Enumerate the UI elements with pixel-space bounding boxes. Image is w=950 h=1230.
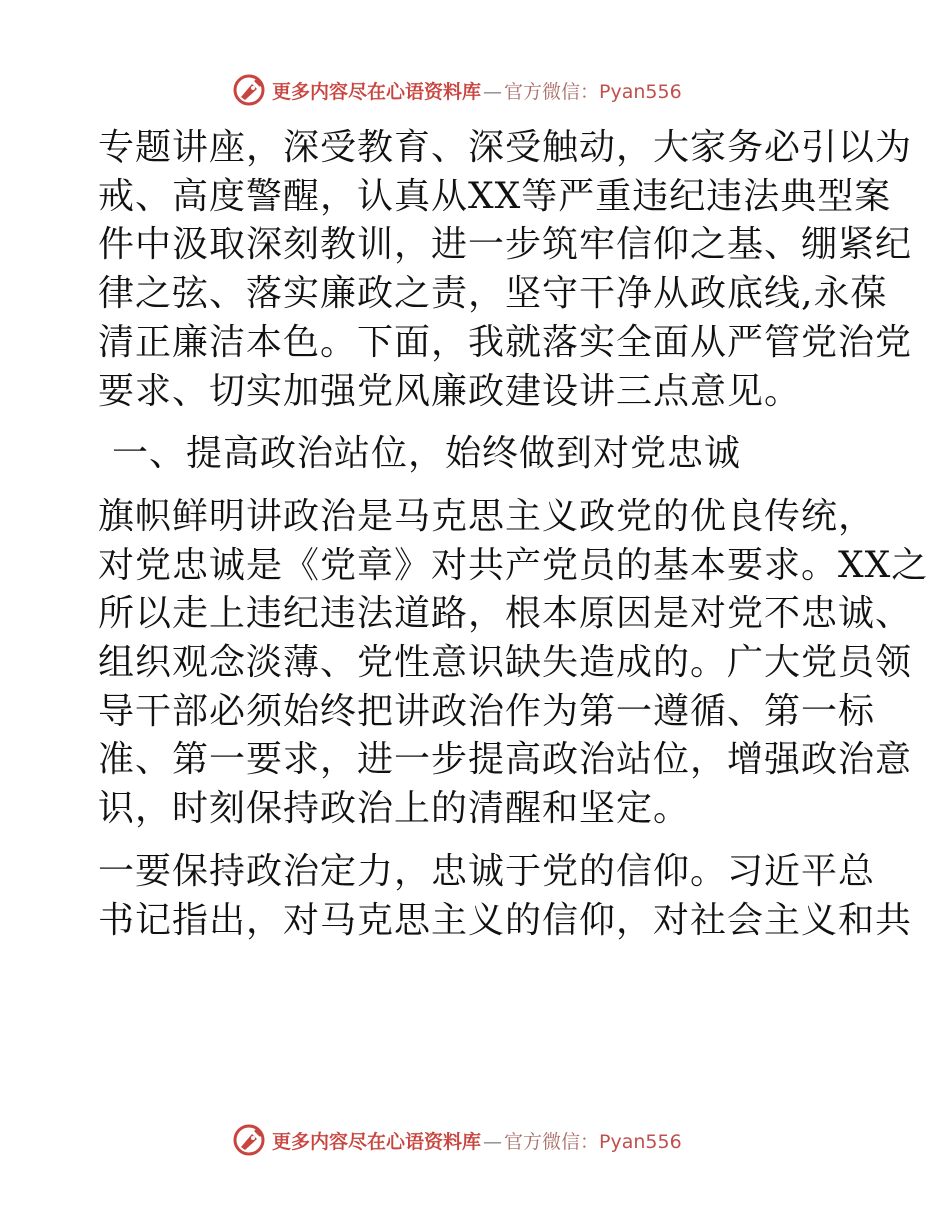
header-brand: 更多内容尽在心语资料库 <box>272 80 482 103</box>
pen-nib-logo-icon <box>232 73 266 107</box>
footer-wechat-label: 官方微信： <box>504 1130 600 1153</box>
text-line: 清正廉洁本色。下面，我就落实全面从严管党治党 <box>98 321 913 363</box>
footer-wechat-id: Pyan556 <box>599 1130 682 1153</box>
text-line: 导干部必须始终把讲政治作为第一遵循、第一标 <box>98 690 876 732</box>
paragraph-point-one <box>98 848 913 945</box>
footer-banner-text <box>272 1127 682 1154</box>
paragraph-intro <box>98 124 913 416</box>
text-line: 旗帜鲜明讲政治是马克思主义政党的优良传统， <box>98 495 876 537</box>
footer-banner <box>232 1122 682 1158</box>
header-banner <box>232 72 682 108</box>
document-body <box>98 124 929 945</box>
text-line: 对党忠诚是《党章》对共产党员的基本要求。XX之 <box>98 544 929 586</box>
footer-dash: — <box>483 1130 503 1153</box>
header-wechat-id: Pyan556 <box>599 80 682 103</box>
text-line: 一要保持政治定力，忠诚于党的信仰。习近平总 <box>98 850 876 892</box>
text-line: 所以走上违纪违法道路，根本原因是对党不忠诚、 <box>98 593 913 635</box>
paragraph-gap <box>98 479 858 493</box>
header-banner-text <box>272 77 682 104</box>
text-line: 件中汲取深刻教训，进一步筑牢信仰之基、绷紧纪 <box>98 224 913 266</box>
section-heading: 一、提高政治站位，始终做到对党忠诚 <box>112 433 742 475</box>
text-line: 专题讲座，深受教育、深受触动，大家务必引以为 <box>98 127 913 168</box>
text-line: 识，时刻保持政治上的清醒和坚定。 <box>98 788 691 830</box>
text-line: 要求、切实加强党风廉政建设讲三点意见。 <box>98 370 802 412</box>
text-line: 组织观念淡薄、党性意识缺失造成的。广大党员领 <box>98 642 913 684</box>
text-line: 书记指出，对马克思主义的信仰，对社会主义和共 <box>98 899 913 941</box>
text-line: 律之弦、落实廉政之责，坚守干净从政底线,永葆 <box>98 273 888 315</box>
pen-nib-logo-icon <box>232 1123 266 1157</box>
paragraph-gap <box>98 834 858 848</box>
header-wechat-label: 官方微信： <box>504 80 600 103</box>
paragraph-gap <box>98 416 858 430</box>
header-dash: — <box>483 80 503 103</box>
text-line: 准、第一要求，进一步提高政治站位，增强政治意 <box>98 739 913 781</box>
footer-brand: 更多内容尽在心语资料库 <box>272 1130 482 1153</box>
paragraph-section-one <box>98 493 929 834</box>
text-line: 戒、高度警醒，认真从XX等严重违纪违法典型案 <box>98 175 892 217</box>
